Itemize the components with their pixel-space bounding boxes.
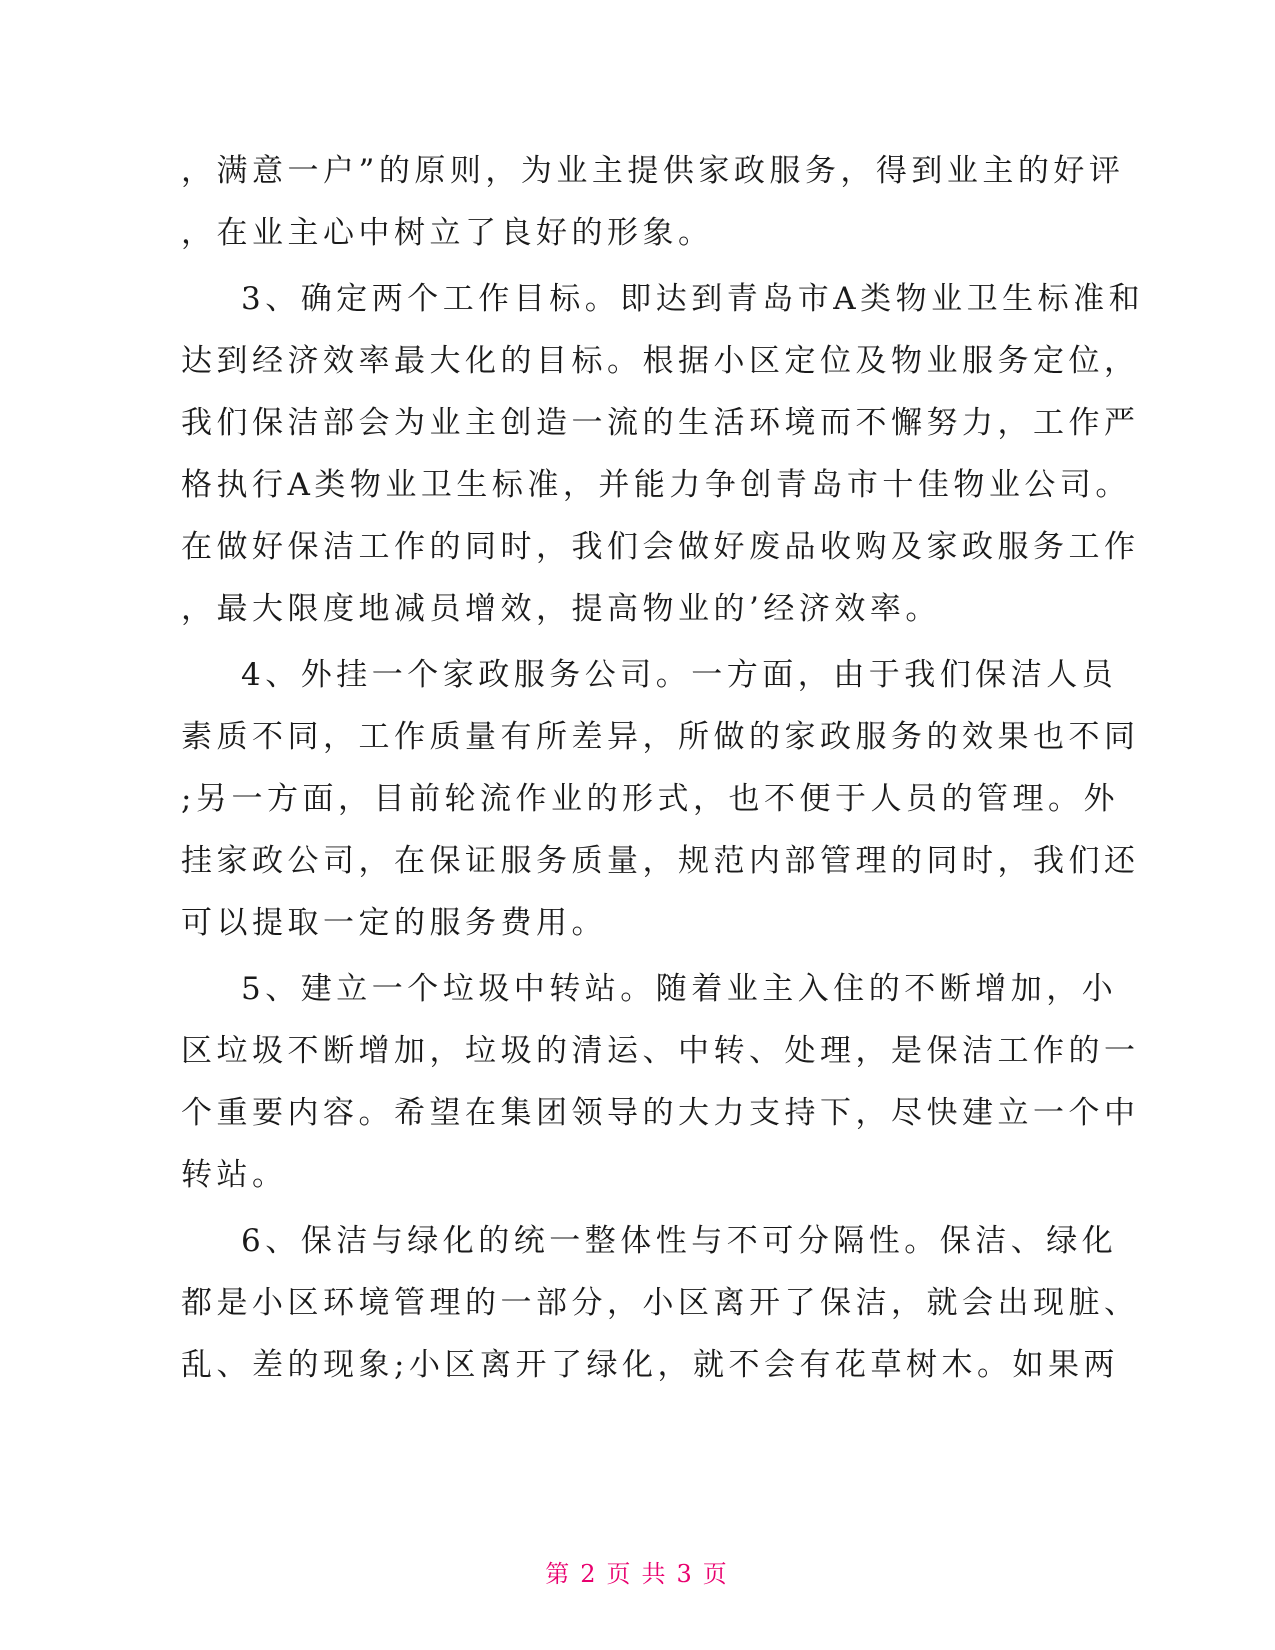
footer-label-gong: 共 [641, 1560, 669, 1588]
total-page-number: 3 [676, 1560, 695, 1588]
text-line: 达到经济效率最大化的目标。根据小区定位及物业服务定位， [181, 343, 1140, 379]
page-number-footer [0, 1554, 1275, 1589]
text-line: 区垃圾不断增加，垃圾的清运、中转、处理，是保洁工作的一 [181, 1033, 1140, 1069]
footer-label-ye: 页 [702, 1560, 730, 1588]
document-body [181, 140, 1145, 1396]
current-page-number: 2 [580, 1560, 599, 1588]
text-line: 转站。 [181, 1157, 288, 1193]
paragraph-start-line: 5、建立一个垃圾中转站。随着业主入住的不断增加，小 [241, 971, 1118, 1007]
text-line: 挂家政公司，在保证服务质量，规范内部管理的同时，我们还 [181, 843, 1140, 879]
paragraph-start-line: 6、保洁与绿化的统一整体性与不可分隔性。保洁、绿化 [241, 1223, 1118, 1259]
text-line: ，满意一户”的原则，为业主提供家政服务，得到业主的好评 [181, 153, 1125, 189]
text-line: ，最大限度地减员增效，提高物业的’经济效率。 [181, 591, 941, 627]
footer-label-di: 第 [545, 1560, 573, 1588]
text-line: 乱、差的现象;小区离开了绿化，就不会有花草树木。如果两 [181, 1347, 1119, 1383]
text-line: 格执行A类物业卫生标准，并能力争创青岛市十佳物业公司。 [181, 467, 1131, 503]
text-line: 都是小区环境管理的一部分，小区离开了保洁，就会出现脏、 [181, 1285, 1140, 1321]
text-line: 我们保洁部会为业主创造一流的生活环境而不懈努力，工作严 [181, 405, 1140, 441]
text-line: 在做好保洁工作的同时，我们会做好废品收购及家政服务工作 [181, 529, 1140, 565]
text-line: 素质不同，工作质量有所差异，所做的家政服务的效果也不同 [181, 719, 1140, 755]
text-line: ，在业主心中树立了良好的形象。 [181, 215, 714, 251]
text-line: 可以提取一定的服务费用。 [181, 905, 607, 941]
footer-label-ye: 页 [606, 1560, 634, 1588]
paragraph-start-line: 3、确定两个工作目标。即达到青岛市A类物业卫生标准和 [241, 281, 1145, 317]
paragraph-start-line: 4、外挂一个家政服务公司。一方面，由于我们保洁人员 [241, 657, 1118, 693]
text-line: ;另一方面，目前轮流作业的形式，也不便于人员的管理。外 [181, 781, 1119, 817]
text-line: 个重要内容。希望在集团领导的大力支持下，尽快建立一个中 [181, 1095, 1140, 1131]
